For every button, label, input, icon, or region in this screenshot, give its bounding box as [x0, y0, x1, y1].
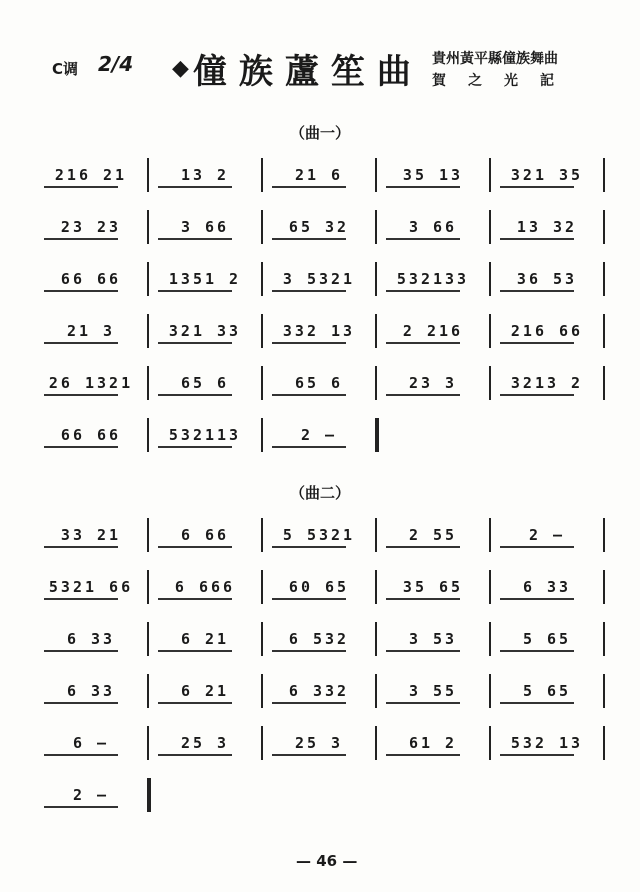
duration-underline [158, 598, 232, 600]
duration-underline [386, 754, 460, 756]
barline [261, 158, 263, 192]
measure-notes: 35 65 [402, 578, 464, 596]
measure-notes: 3 66 [408, 218, 458, 236]
barline [489, 210, 491, 244]
notation-row [34, 518, 614, 558]
measure-notes: 65 32 [288, 218, 350, 236]
measure-notes: 5 65 [522, 682, 572, 700]
barline [147, 314, 149, 348]
duration-underline [272, 446, 346, 448]
barline [603, 210, 605, 244]
duration-underline [500, 394, 574, 396]
measure-notes: 2 — [528, 526, 566, 544]
measure-notes: 65 6 [294, 374, 344, 392]
duration-underline [44, 806, 118, 808]
duration-underline [272, 754, 346, 756]
measure-notes: 3 5321 [282, 270, 356, 288]
barline [375, 158, 377, 192]
measure-notes: 33 21 [60, 526, 122, 544]
measure-notes: 23 23 [60, 218, 122, 236]
duration-underline [158, 342, 232, 344]
barline [261, 262, 263, 296]
duration-underline [500, 290, 574, 292]
measure-notes: 321 33 [168, 322, 242, 340]
duration-underline [44, 394, 118, 396]
barline [261, 726, 263, 760]
duration-underline [272, 342, 346, 344]
title-block [172, 44, 423, 93]
page-number: — 46 — [296, 852, 358, 870]
measure-notes: 5321 66 [48, 578, 134, 596]
measure-notes: 532113 [168, 426, 242, 444]
notation-row [34, 622, 614, 662]
measure-notes: 6 33 [66, 630, 116, 648]
measure-notes: 13 2 [180, 166, 230, 184]
notation-row [34, 570, 614, 610]
barline [147, 726, 149, 760]
barline [261, 314, 263, 348]
page-title: 僮族蘆笙曲 [192, 52, 423, 92]
credit-transcriber: 賀之光記 [432, 73, 576, 89]
duration-underline [158, 650, 232, 652]
barline [375, 262, 377, 296]
time-signature: 2/4 [98, 52, 134, 76]
duration-underline [158, 546, 232, 548]
notation-row [34, 210, 614, 250]
measure-notes: 6 33 [66, 682, 116, 700]
duration-underline [500, 186, 574, 188]
measure-notes: 3 55 [408, 682, 458, 700]
barline [147, 158, 149, 192]
barline [489, 570, 491, 604]
measure-notes: 5 65 [522, 630, 572, 648]
duration-underline [386, 546, 460, 548]
measure-notes: 6 66 [180, 526, 230, 544]
barline [603, 518, 605, 552]
credit-source: 貴州黃平縣僮族舞曲 [432, 51, 558, 67]
measure-notes: 65 6 [180, 374, 230, 392]
duration-underline [272, 186, 346, 188]
barline [147, 210, 149, 244]
measure-notes: 3 66 [180, 218, 230, 236]
duration-underline [386, 598, 460, 600]
credits [432, 48, 576, 92]
measure-notes: 61 2 [408, 734, 458, 752]
barline [375, 622, 377, 656]
duration-underline [386, 186, 460, 188]
duration-underline [158, 754, 232, 756]
barline [603, 262, 605, 296]
duration-underline [158, 238, 232, 240]
duration-underline [500, 754, 574, 756]
duration-underline [158, 290, 232, 292]
barline [375, 366, 377, 400]
barline [489, 262, 491, 296]
duration-underline [158, 446, 232, 448]
barline [603, 366, 605, 400]
measure-notes: 26 1321 [48, 374, 134, 392]
measure-notes: 21 3 [66, 322, 116, 340]
barline [603, 726, 605, 760]
measure-notes: 2 216 [402, 322, 464, 340]
barline [603, 158, 605, 192]
duration-underline [44, 702, 118, 704]
duration-underline [44, 238, 118, 240]
barline [147, 570, 149, 604]
barline [489, 518, 491, 552]
duration-underline [386, 238, 460, 240]
duration-underline [44, 598, 118, 600]
measure-notes: 36 53 [516, 270, 578, 288]
measure-notes: 25 3 [180, 734, 230, 752]
measure-notes: 6 666 [174, 578, 236, 596]
barline [375, 518, 377, 552]
barline [375, 210, 377, 244]
duration-underline [272, 290, 346, 292]
section-title: （曲二） [290, 484, 351, 502]
barline [261, 622, 263, 656]
barline [261, 418, 263, 452]
measure-notes: 3213 2 [510, 374, 584, 392]
barline [147, 518, 149, 552]
measure-notes: 60 65 [288, 578, 350, 596]
barline [147, 366, 149, 400]
barline [489, 314, 491, 348]
notation-row [34, 674, 614, 714]
duration-underline [386, 702, 460, 704]
measure-notes: 532 13 [510, 734, 584, 752]
duration-underline [158, 186, 232, 188]
measure-notes: 216 66 [510, 322, 584, 340]
section-title: （曲一） [290, 124, 351, 142]
barline [603, 570, 605, 604]
measure-notes: 25 3 [294, 734, 344, 752]
duration-underline [272, 650, 346, 652]
notation-row [34, 158, 614, 198]
duration-underline [500, 650, 574, 652]
barline [489, 622, 491, 656]
measure-notes: 5 5321 [282, 526, 356, 544]
notation-row [34, 366, 614, 406]
duration-underline [386, 394, 460, 396]
measure-notes: 6 — [72, 734, 110, 752]
measure-notes: 6 21 [180, 630, 230, 648]
duration-underline [272, 702, 346, 704]
barline [375, 570, 377, 604]
measure-notes: 6 332 [288, 682, 350, 700]
duration-underline [272, 598, 346, 600]
barline [489, 726, 491, 760]
barline [147, 418, 149, 452]
duration-underline [158, 702, 232, 704]
barline [375, 726, 377, 760]
measure-notes: 532133 [396, 270, 470, 288]
notation-row [34, 314, 614, 354]
barline [375, 314, 377, 348]
barline [375, 674, 377, 708]
duration-underline [500, 702, 574, 704]
final-barline [375, 418, 379, 452]
barline [147, 622, 149, 656]
duration-underline [386, 342, 460, 344]
barline [261, 366, 263, 400]
duration-underline [44, 186, 118, 188]
measure-notes: 6 532 [288, 630, 350, 648]
ornament-mark-icon: ◆ [172, 56, 189, 81]
duration-underline [500, 546, 574, 548]
barline [603, 314, 605, 348]
measure-notes: 66 66 [60, 270, 122, 288]
barline [147, 262, 149, 296]
duration-underline [44, 650, 118, 652]
barline [261, 518, 263, 552]
measure-notes: 2 — [72, 786, 110, 804]
barline [261, 210, 263, 244]
duration-underline [44, 290, 118, 292]
barline [603, 622, 605, 656]
measure-notes: 6 33 [522, 578, 572, 596]
measure-notes: 332 13 [282, 322, 356, 340]
duration-underline [44, 546, 118, 548]
barline [489, 674, 491, 708]
duration-underline [500, 238, 574, 240]
duration-underline [44, 754, 118, 756]
duration-underline [44, 342, 118, 344]
key-signature: C调 [52, 60, 79, 78]
duration-underline [386, 290, 460, 292]
barline [603, 674, 605, 708]
barline [489, 366, 491, 400]
duration-underline [158, 394, 232, 396]
final-barline [147, 778, 151, 812]
barline [147, 674, 149, 708]
measure-notes: 3 53 [408, 630, 458, 648]
notation-row [34, 418, 614, 458]
measure-notes: 35 13 [402, 166, 464, 184]
measure-notes: 321 35 [510, 166, 584, 184]
duration-underline [386, 650, 460, 652]
barline [261, 674, 263, 708]
measure-notes: 13 32 [516, 218, 578, 236]
duration-underline [272, 238, 346, 240]
measure-notes: 66 66 [60, 426, 122, 444]
notation-row [34, 726, 614, 766]
measure-notes: 23 3 [408, 374, 458, 392]
barline [261, 570, 263, 604]
duration-underline [272, 546, 346, 548]
measure-notes: 2 55 [408, 526, 458, 544]
notation-row [34, 778, 614, 818]
measure-notes: 6 21 [180, 682, 230, 700]
duration-underline [272, 394, 346, 396]
measure-notes: 216 21 [54, 166, 128, 184]
duration-underline [500, 342, 574, 344]
notation-row [34, 262, 614, 302]
measure-notes: 1351 2 [168, 270, 242, 288]
duration-underline [500, 598, 574, 600]
barline [489, 158, 491, 192]
measure-notes: 21 6 [294, 166, 344, 184]
measure-notes: 2 — [300, 426, 338, 444]
duration-underline [44, 446, 118, 448]
